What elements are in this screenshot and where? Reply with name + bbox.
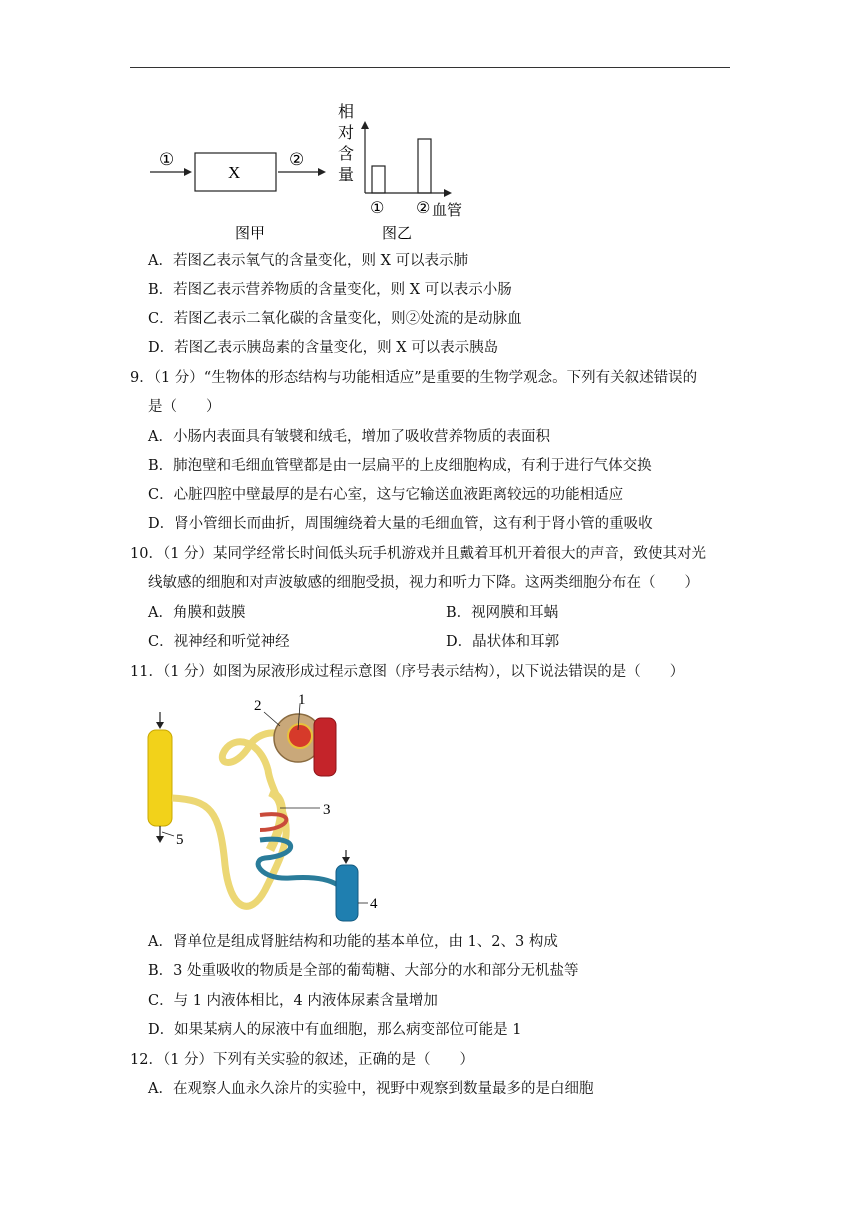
yaxis-char-1: 相	[338, 102, 355, 121]
leader-2	[264, 712, 280, 726]
glomerulus	[288, 724, 312, 748]
bar-label-1: ①	[370, 198, 385, 217]
q10-stem-line2: 线敏感的细胞和对声波敏感的细胞受损，视力和听力下降。这两类细胞分布在（ ）	[148, 575, 699, 591]
q10-stem-line1: 10．（1 分）某同学经常长时间低头玩手机游戏并且戴着耳机开着很大的声音，致使其对光	[130, 546, 707, 562]
q10-option-c: C．视神经和听觉神经	[148, 634, 290, 650]
q10-option-a: A．角膜和鼓膜	[148, 605, 246, 621]
q9-option-b: B．肺泡壁和毛细血管壁都是由一层扁平的上皮细胞构成，有利于进行气体交换	[148, 458, 652, 474]
q11-option-c: C．与 1 内液体相比，4 内液体尿素含量增加	[148, 993, 438, 1009]
arrow-in-head	[184, 168, 192, 176]
q8-option-d: D．若图乙表示胰岛素的含量变化，则 X 可以表示胰岛	[148, 340, 499, 356]
bar-1	[372, 166, 385, 193]
q9-stem-line1: 9．（1 分）“生物体的形态结构与功能相适应”是重要的生物学观念。下列有关叙述错误的	[130, 370, 698, 386]
q12-option-a: A．在观察人血永久涂片的实验中，视野中观察到数量最多的是白细胞	[148, 1081, 594, 1097]
blood-vessel-red	[314, 718, 336, 776]
q9-stem-line2: 是（ ）	[148, 399, 221, 415]
circle-2-label: ②	[289, 150, 305, 170]
collecting-duct	[148, 730, 172, 826]
yaxis-label	[338, 102, 354, 184]
label-3: 3	[323, 802, 331, 818]
q10-option-d: D．晶状体和耳郭	[446, 634, 560, 650]
yaxis-char-4: 量	[338, 165, 355, 184]
nephron-diagram	[140, 690, 390, 922]
q11-stem: 11．（1 分）如图为尿液形成过程示意图（序号表示结构），以下说法错误的是（ ）	[130, 664, 685, 680]
bar-label-2: ②	[416, 198, 431, 217]
q9-option-d: D．肾小管细长而曲折，周围缠绕着大量的毛细血管，这有利于肾小管的重吸收	[148, 516, 653, 532]
figure-jia-yi	[140, 95, 480, 245]
q11-option-d: D．如果某病人的尿液中有血细胞，那么病变部位可能是 1	[148, 1022, 522, 1038]
q11-option-a: A．肾单位是组成肾脏结构和功能的基本单位，由 1、2、3 构成	[148, 934, 558, 950]
arrow-top-left-head	[156, 722, 164, 729]
label-4: 4	[370, 896, 378, 912]
circle-1-label: ①	[159, 150, 175, 170]
label-1: 1	[298, 692, 306, 708]
leader-5	[162, 832, 174, 836]
q9-option-a: A．小肠内表面具有皱襞和绒毛，增加了吸收营养物质的表面积	[148, 429, 550, 445]
q11-option-b: B．3 处重吸收的物质是全部的葡萄糖、大部分的水和部分无机盐等	[148, 963, 579, 979]
bar-2	[418, 139, 431, 193]
box-x-label: X	[228, 163, 241, 182]
yaxis-char-2: 对	[338, 123, 355, 142]
header-rule	[130, 67, 730, 68]
arrow-top-right-head	[342, 857, 350, 864]
arrow-bottom-left-head	[156, 836, 164, 843]
label-5: 5	[176, 832, 184, 848]
xaxis-label: 血管	[432, 201, 463, 219]
renal-tubule	[172, 733, 290, 906]
q8-option-a: A．若图乙表示氧气的含量变化，则 X 可以表示肺	[148, 253, 469, 269]
yaxis-char-3: 含	[338, 144, 355, 163]
arrow-out-head	[318, 168, 326, 176]
q10-option-b: B．视网膜和耳蜗	[446, 605, 559, 621]
q12-stem: 12．（1 分）下列有关实验的叙述，正确的是（ ）	[130, 1052, 475, 1068]
q9-option-c: C．心脏四腔中壁最厚的是右心室，这与它输送血液距离较远的功能相适应	[148, 487, 624, 503]
caption-yi: 图乙	[382, 224, 413, 242]
label-2: 2	[254, 698, 262, 714]
y-axis-arrow	[361, 121, 369, 129]
caption-jia: 图甲	[235, 224, 266, 242]
blood-vessel-blue	[336, 865, 358, 921]
x-axis-arrow	[444, 189, 452, 197]
q8-option-c: C．若图乙表示二氧化碳的含量变化，则②处流的是动脉血	[148, 311, 522, 327]
q8-option-b: B．若图乙表示营养物质的含量变化，则 X 可以表示小肠	[148, 282, 512, 298]
